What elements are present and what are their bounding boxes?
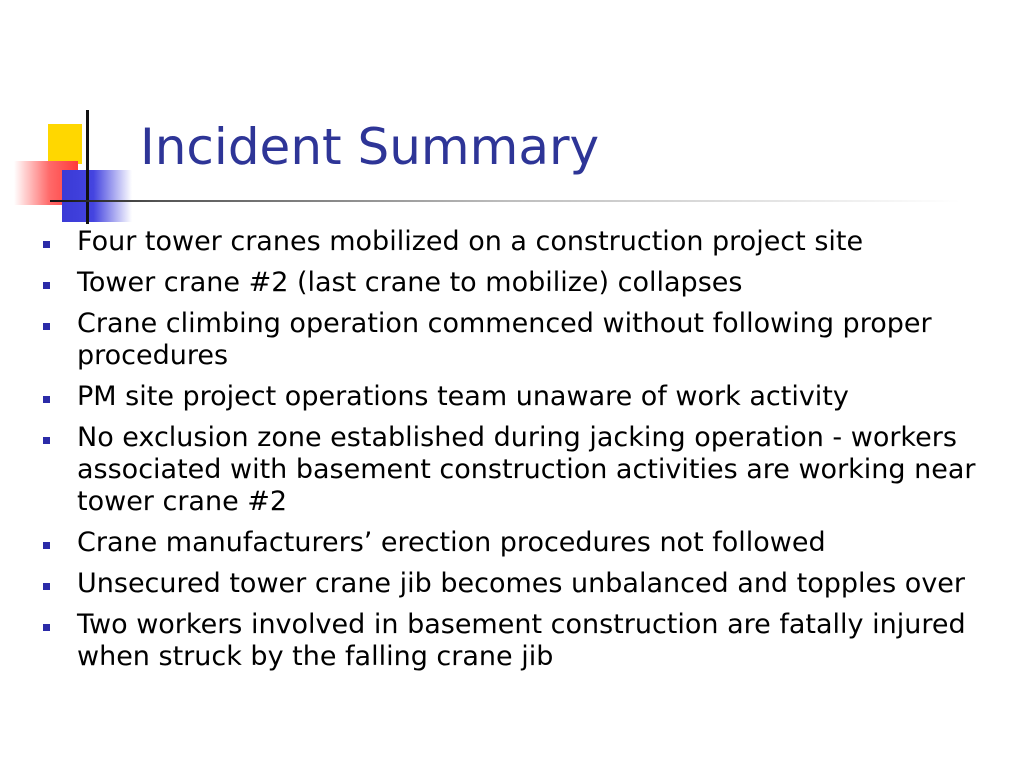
bullet-item (40, 422, 1000, 518)
bullet-square-icon (43, 241, 50, 248)
vertical-rule (86, 110, 89, 224)
decorative-squares (0, 0, 140, 240)
bullet-text: Four tower cranes mobilized on a construction project site (77, 226, 864, 257)
yellow-square (48, 124, 82, 164)
bullet-text: Tower crane #2 (last crane to mobilize) collapses (77, 267, 743, 298)
bullet-text: PM site project operations team unaware of work activity (77, 381, 849, 412)
title-underline (50, 200, 960, 202)
bullet-item (40, 568, 1000, 600)
bullet-text: Crane manufacturers’ erection procedures not followed (77, 527, 826, 558)
bullet-square-icon (43, 323, 50, 330)
bullet-item (40, 609, 1000, 673)
bullet-item (40, 527, 1000, 559)
bullet-text: Unsecured tower crane jib becomes unbalanced and topples over (77, 568, 966, 599)
bullet-square-icon (43, 542, 50, 549)
bullet-text: Crane climbing operation commenced without following proper procedures (77, 308, 932, 371)
blue-square (62, 170, 132, 222)
bullet-square-icon (43, 437, 50, 444)
bullet-item (40, 308, 1000, 372)
bullet-item (40, 381, 1000, 413)
bullet-item (40, 267, 1000, 299)
bullet-square-icon (43, 396, 50, 403)
bullet-list (40, 226, 1000, 682)
slide-title: Incident Summary (140, 118, 600, 176)
bullet-square-icon (43, 583, 50, 590)
bullet-item (40, 226, 1000, 258)
bullet-square-icon (43, 624, 50, 631)
bullet-text: Two workers involved in basement construction are fatally injured when struck by the falling crane jib (77, 609, 966, 672)
bullet-text: No exclusion zone established during jacking operation - workers associated with basement construction activities are working near tower crane #2 (77, 422, 976, 517)
bullet-square-icon (43, 282, 50, 289)
